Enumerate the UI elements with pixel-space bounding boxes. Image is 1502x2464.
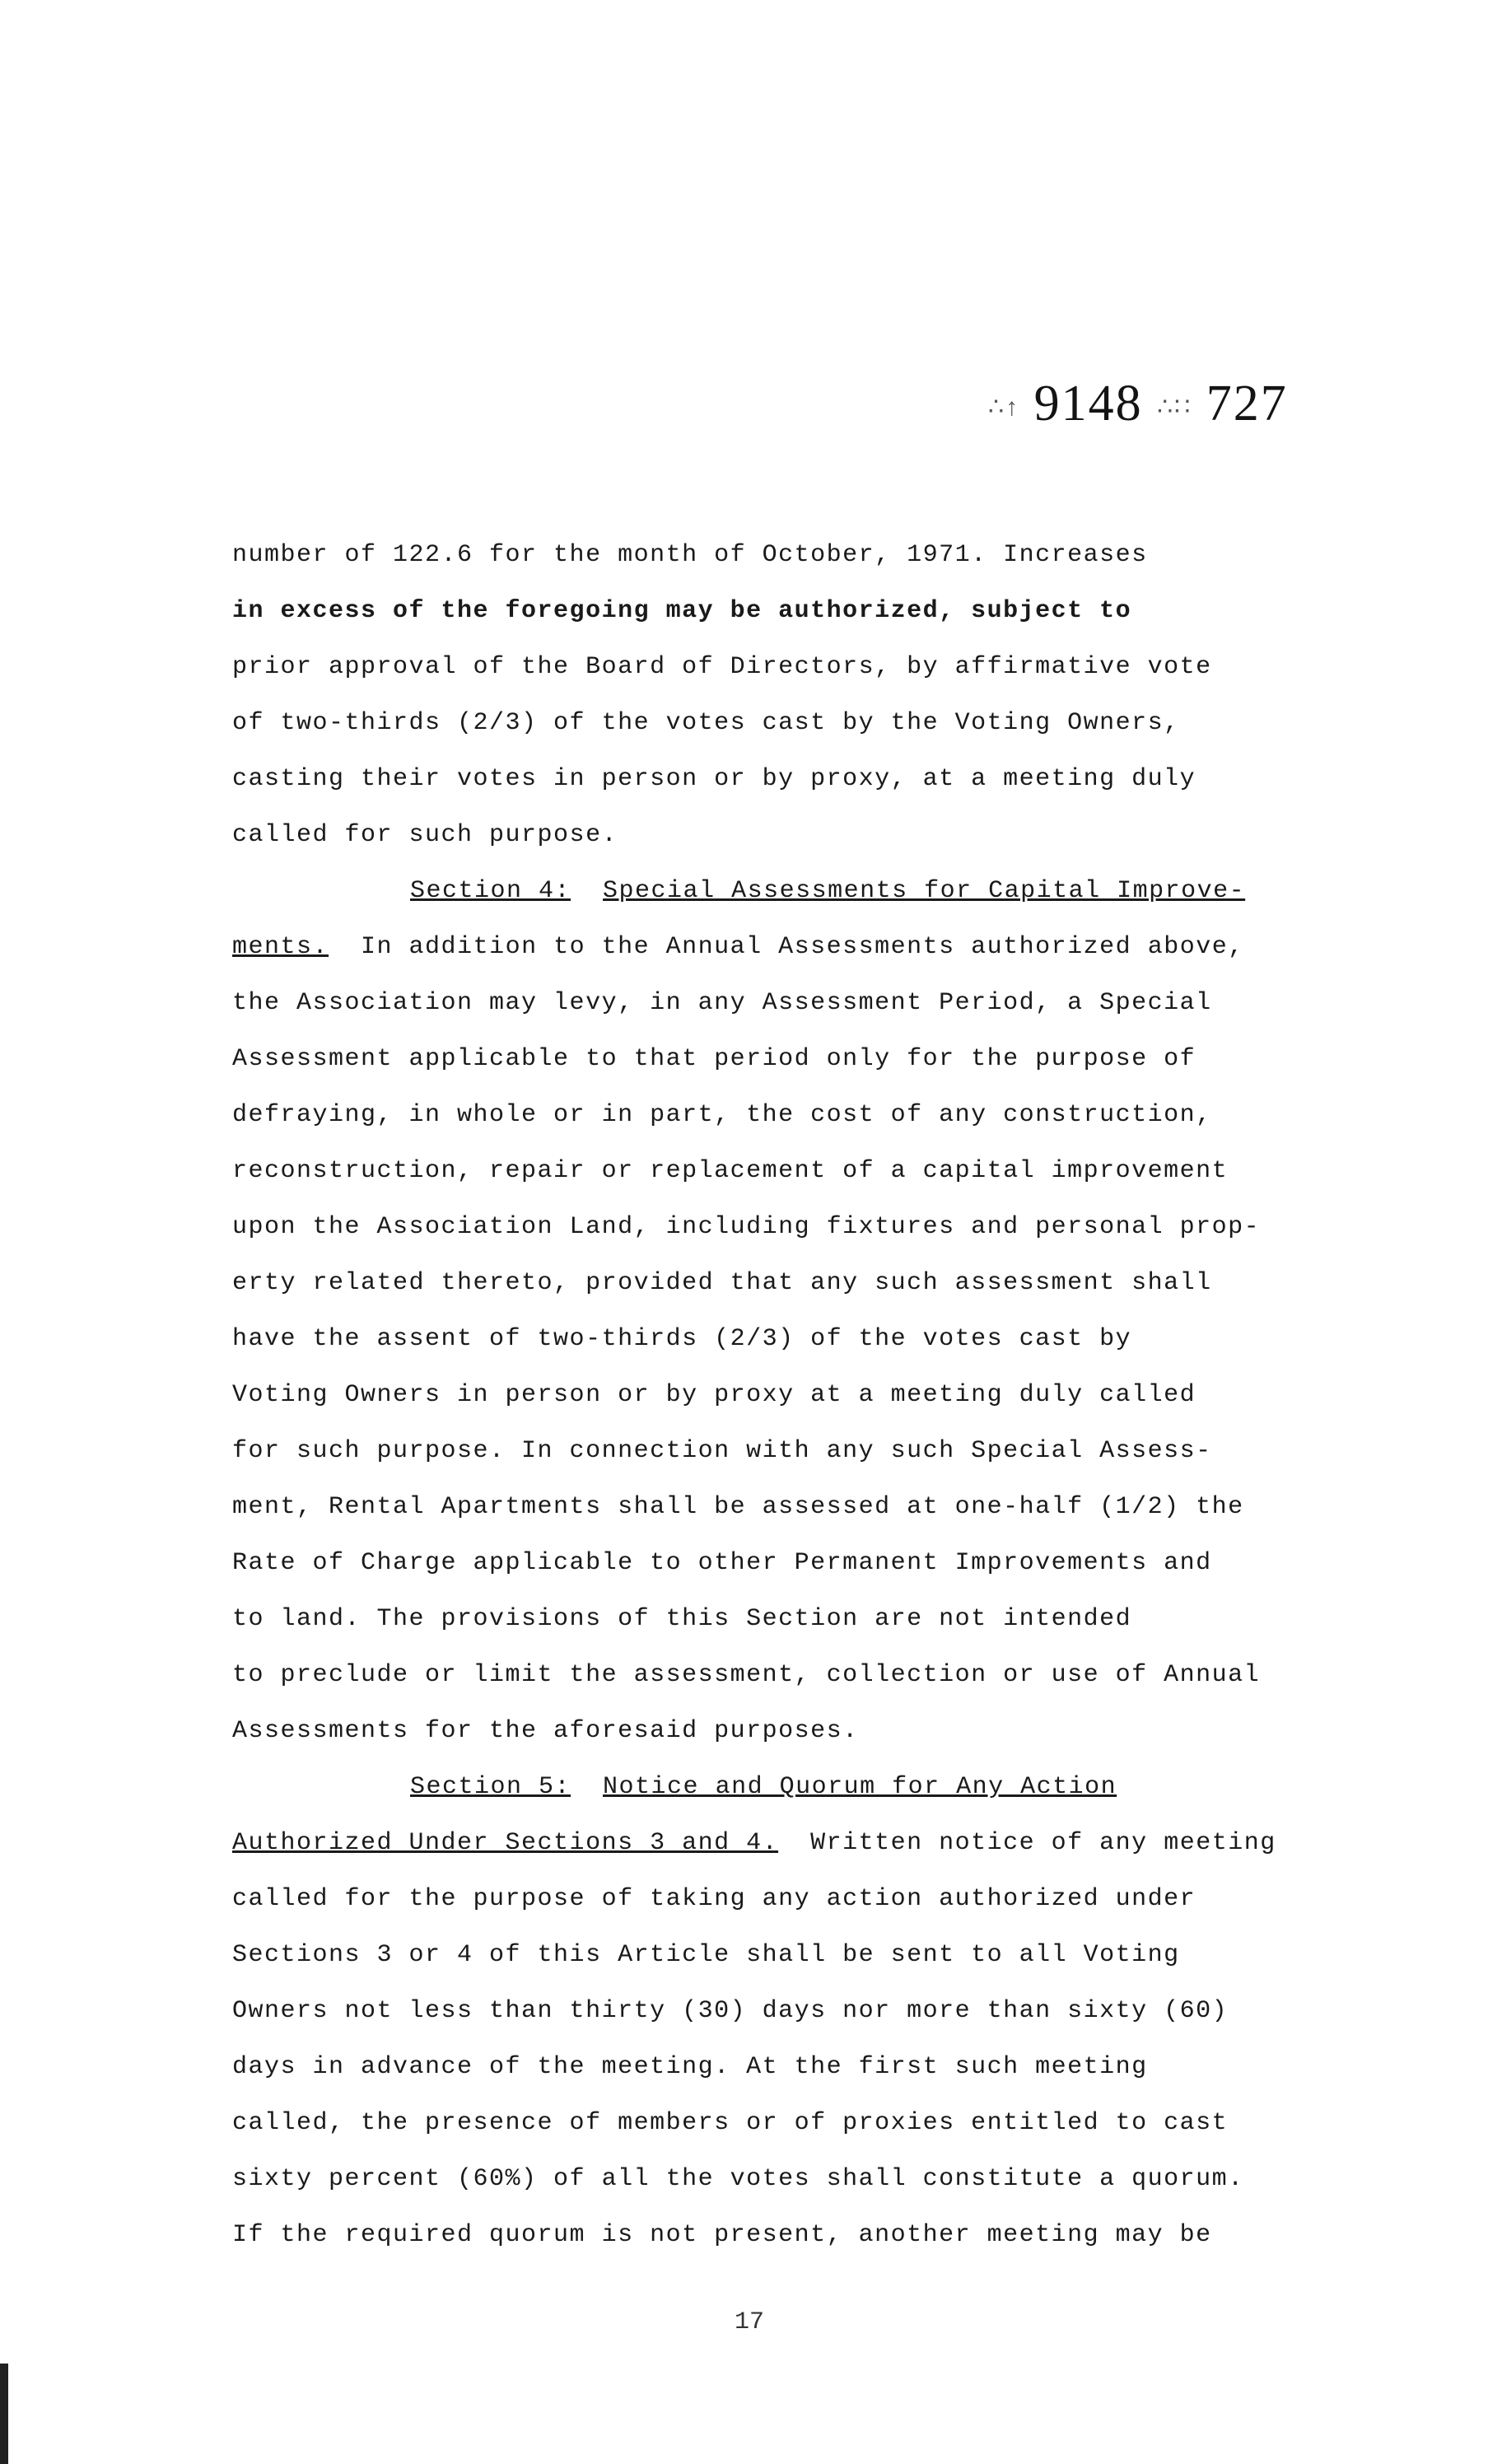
text-line: in excess of the foregoing may be authorized, subject to [232, 597, 1132, 625]
text-line: Rate of Charge applicable to other Permanent Improvements and [232, 1549, 1212, 1577]
text-line: upon the Association Land, including fixtures and personal prop- [232, 1213, 1261, 1241]
stamp-prefix: ∴↑ [988, 394, 1020, 421]
text-line: reconstruction, repair or replacement of a capital improvement [232, 1157, 1229, 1185]
text-line: Owners not less than thirty (30) days nor more than sixty (60) [232, 1997, 1229, 2025]
text-line: sixty percent (60%) of all the votes shall constitute a quorum. [232, 2165, 1244, 2193]
section-5-title: Notice and Quorum for Any Action [603, 1773, 1117, 1801]
scan-edge-mark [0, 2364, 8, 2464]
text-line: for such purpose. In connection with any such Special Assess- [232, 1437, 1212, 1465]
text-line [232, 1815, 1402, 1871]
text-line: erty related thereto, provided that any such assessment shall [232, 1269, 1212, 1297]
text-line [232, 919, 1402, 975]
text-line: casting their votes in person or by proxy, at a meeting duly [232, 765, 1196, 793]
section-5-label: Section 5: [410, 1773, 571, 1801]
section-5-title-end: Authorized Under Sections 3 and 4. [232, 1829, 779, 1857]
section-5-heading [232, 1759, 1402, 1815]
book-number: 9148 [1033, 376, 1143, 432]
section-4-label: Section 4: [410, 877, 571, 905]
text-line: Voting Owners in person or by proxy at a meeting duly called [232, 1381, 1196, 1409]
text-line: days in advance of the meeting. At the first such meeting [232, 2053, 1148, 2081]
text-line: prior approval of the Board of Directors, by affirmative vote [232, 653, 1212, 681]
section-4-title-end: ments. [232, 933, 329, 961]
section-4-title: Special Assessments for Capital Improve- [603, 877, 1246, 905]
text-line: If the required quorum is not present, another meeting may be [232, 2221, 1212, 2249]
text-line: Assessment applicable to that period only for the purpose of [232, 1045, 1196, 1073]
text-line: to preclude or limit the assessment, collection or use of Annual [232, 1661, 1261, 1689]
body-text [232, 527, 1402, 2263]
recording-stamp [988, 375, 1288, 433]
text-line: Assessments for the aforesaid purposes. [232, 1717, 859, 1745]
text-line: ment, Rental Apartments shall be assessed at one-half (1/2) the [232, 1493, 1244, 1521]
stamp-middle: ∴∷ [1157, 394, 1192, 421]
text-line: called, the presence of members or of proxies entitled to cast [232, 2109, 1229, 2137]
recording-page-number: 727 [1206, 376, 1288, 432]
text-line: defraying, in whole or in part, the cost of any construction, [232, 1101, 1212, 1129]
text-line: called for the purpose of taking any action authorized under [232, 1885, 1196, 1913]
section-4-heading [232, 863, 1402, 919]
text-line: to land. The provisions of this Section are not intended [232, 1605, 1132, 1633]
text-line: called for such purpose. [232, 821, 618, 849]
text-line: of two-thirds (2/3) of the votes cast by the Voting Owners, [232, 709, 1180, 737]
page-number: 17 [735, 2308, 765, 2336]
section-5-text: Written notice of any meeting [810, 1829, 1276, 1857]
section-4-text: In addition to the Annual Assessments authorized above, [361, 933, 1244, 961]
text-line: number of 122.6 for the month of October, 1971. Increases [232, 541, 1148, 569]
text-line: Sections 3 or 4 of this Article shall be sent to all Voting [232, 1941, 1180, 1969]
text-line: the Association may levy, in any Assessment Period, a Special [232, 989, 1212, 1017]
text-line: have the assent of two-thirds (2/3) of the votes cast by [232, 1325, 1132, 1353]
